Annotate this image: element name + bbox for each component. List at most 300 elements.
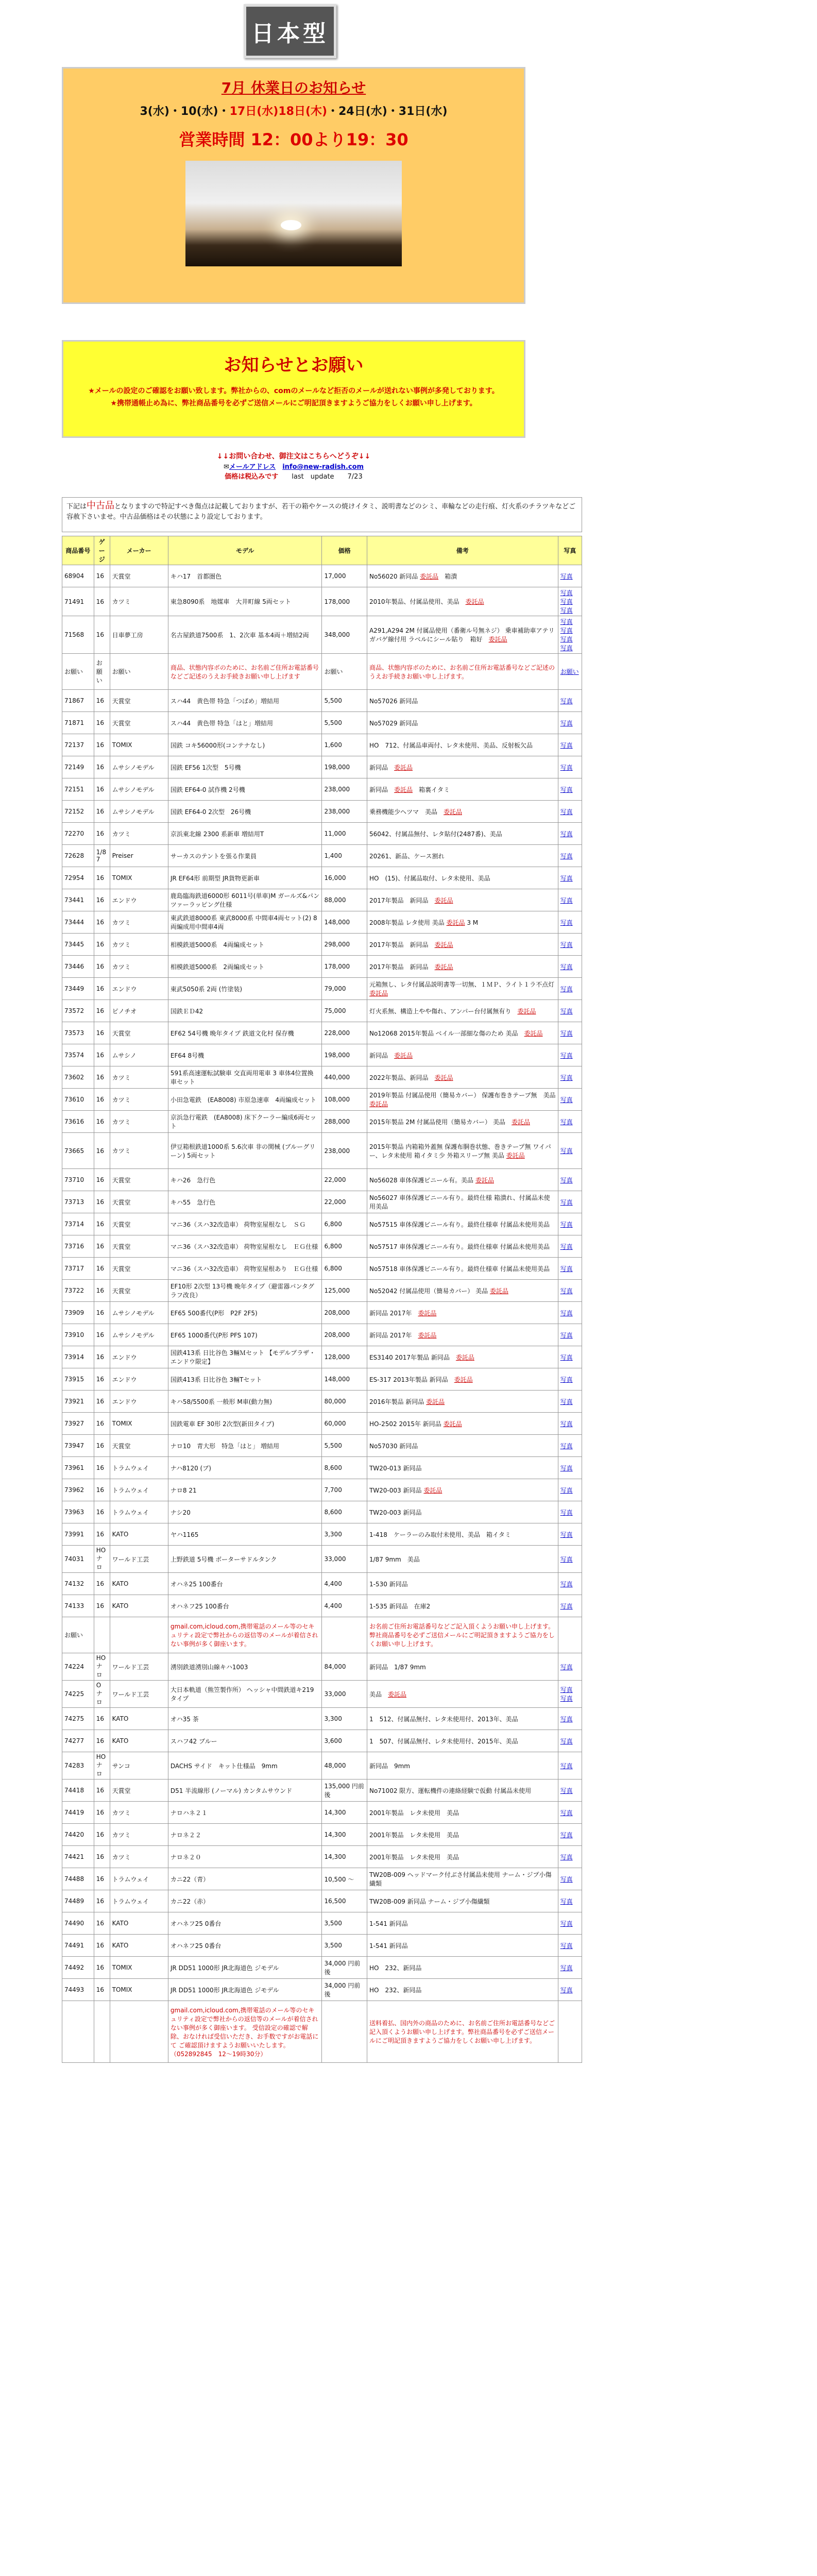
cell-note: 乗務機能少ヘツマ 美品 委託品 [367, 801, 558, 823]
photo-link[interactable]: 写真 [560, 741, 573, 749]
cell-note: 商品、状態内容ボのために、お名前ご住所お電話番号などご記述のうえお手続きお願い申し上げます。 [367, 654, 558, 690]
table-row [62, 1169, 582, 1191]
cell-photo [558, 867, 582, 889]
cell-gauge: 16 [94, 1089, 110, 1111]
cell-photo [558, 1935, 582, 1957]
cell-maker: 天賞堂 [110, 1191, 168, 1213]
cell-id: 71568 [62, 616, 94, 654]
table-row [62, 1846, 582, 1868]
cell-model: 国鉄 EF64-0 試作機 2号機 [168, 778, 322, 801]
cell-photo [558, 956, 582, 978]
cell-id: 73610 [62, 1089, 94, 1111]
cell-id: 72270 [62, 823, 94, 845]
table-row [62, 801, 582, 823]
cell-gauge: 16 [94, 1730, 110, 1752]
cell-model: キハ58/5500系 一般形 M車(動力無) [168, 1391, 322, 1413]
cell-price: 440,000 [322, 1066, 367, 1089]
cell-photo [558, 565, 582, 587]
cell-gauge: 16 [94, 616, 110, 654]
table-row [62, 1044, 582, 1066]
cell-price: 5,500 [322, 712, 367, 734]
photo-link[interactable]: 写真 [560, 627, 573, 634]
cell-id: 73573 [62, 1022, 94, 1044]
cell-maker: ムサシノモデル [110, 1324, 168, 1346]
photo-link[interactable]: 写真 [560, 1897, 573, 1905]
photo-link[interactable]: 写真 [560, 1762, 573, 1770]
cell-id: 73441 [62, 889, 94, 911]
cell-model: 上野鉄道 5号機 ボーターサドルタンク [168, 1546, 322, 1573]
cell-maker: 天賞堂 [110, 690, 168, 712]
cell-gauge: 16 [94, 1935, 110, 1957]
photo-link[interactable]: 写真 [560, 1695, 573, 1702]
photo-link[interactable]: 写真 [560, 1176, 573, 1184]
table-row [62, 1501, 582, 1523]
cell-gauge: 16 [94, 934, 110, 956]
cell-id: 74493 [62, 1979, 94, 2001]
cell-price: 1,600 [322, 734, 367, 756]
photo-link[interactable]: 写真 [560, 1509, 573, 1516]
cell-id: 73910 [62, 1324, 94, 1346]
cell-model: 国鉄 コキ56000形(コンテナなし) [168, 734, 322, 756]
cell-note: 新同品 委託品 [367, 756, 558, 778]
cell-note: 2008年製品 レタ使用 美品 委託品 3 M [367, 911, 558, 934]
cell-id: 73716 [62, 1235, 94, 1258]
cell-maker: トラムウェイ [110, 1479, 168, 1501]
cell-price: 84,000 [322, 1653, 367, 1681]
cell-gauge: 16 [94, 1435, 110, 1457]
photo-link[interactable]: 写真 [560, 1007, 573, 1015]
cell-model: オハネ25 100番台 [168, 1573, 322, 1595]
cell-photo [558, 1708, 582, 1730]
cell-gauge: 16 [94, 1523, 110, 1546]
cell-model: 大日本軌道（熊笠製作所） ヘッシャ中間鉄道キ219タイプ [168, 1681, 322, 1708]
cell-photo [558, 1324, 582, 1346]
cell-model: 伊豆箱根鉄道1000系 5.6次車 非の関械 (ブルーグリーン) 5両セット [168, 1133, 322, 1169]
photo-link[interactable]: 写真 [560, 1052, 573, 1059]
cell-price: 1,400 [322, 845, 367, 867]
table-row [62, 1890, 582, 1912]
photo-link[interactable]: 写真 [560, 1853, 573, 1861]
photo-link[interactable]: 写真 [560, 1147, 573, 1155]
photo-link[interactable]: 写真 [560, 830, 573, 838]
photo-link[interactable]: 写真 [560, 808, 573, 816]
cell-note: No57026 新同品 [367, 690, 558, 712]
cell-photo [558, 1133, 582, 1169]
photo-link[interactable]: 写真 [560, 941, 573, 948]
cell-photo [558, 1022, 582, 1044]
cell-price: 148,000 [322, 1368, 367, 1391]
cell-maker: Preiser [110, 845, 168, 867]
cell-id: 73449 [62, 978, 94, 1000]
cell-maker: カツミ [110, 1824, 168, 1846]
column-header: メーカー [110, 536, 168, 565]
cell-photo [558, 1111, 582, 1133]
cell-price: 34,000 円前後 [322, 1979, 367, 2001]
cell-model: 相模鉄道5000系 2両編成セット [168, 956, 322, 978]
cell-note: お名前ご住所お電話番号などご記入頂くようお願い申し上げます。弊社商品番号を必ずご送信メールにご明記頂きますようご協力をしくお願い申し上げます。 [367, 1617, 558, 1653]
cell-price: 148,000 [322, 911, 367, 934]
cell-gauge: 16 [94, 1979, 110, 2001]
table-row [62, 1089, 582, 1111]
cell-id: 73444 [62, 911, 94, 934]
cell-id: 73722 [62, 1280, 94, 1302]
cell-note: 2022年製品、新同品 委託品 [367, 1066, 558, 1089]
photo-link[interactable]: 写真 [560, 618, 573, 625]
cell-photo [558, 1000, 582, 1022]
contact-heading: ↓↓お問い合わせ、御注文はこちらへどうぞ↓↓ [216, 452, 371, 461]
cell-id: 71867 [62, 690, 94, 712]
cell-model: オハネフ25 0番台 [168, 1912, 322, 1935]
table-row [62, 1435, 582, 1457]
cell-maker: 天賞堂 [110, 1280, 168, 1302]
cell-gauge: 16 [94, 1169, 110, 1191]
table-row [62, 889, 582, 911]
photo-link[interactable]: 写真 [560, 896, 573, 904]
photo-link[interactable]: 写真 [560, 1398, 573, 1405]
cell-price: 14,300 [322, 1824, 367, 1846]
table-row [62, 911, 582, 934]
photo-link[interactable]: 写真 [560, 1555, 573, 1563]
photo-link[interactable]: 写真 [560, 1875, 573, 1883]
cell-price: 7,700 [322, 1479, 367, 1501]
photo-link[interactable]: 写真 [560, 963, 573, 971]
photo-link[interactable]: 写真 [560, 874, 573, 882]
photo-link[interactable]: 写真 [560, 598, 573, 605]
photo-link[interactable]: 写真 [560, 572, 573, 580]
cell-price: 5,500 [322, 1435, 367, 1457]
photo-link[interactable]: 写真 [560, 1809, 573, 1817]
photo-link[interactable]: 写真 [560, 1118, 573, 1126]
cell-price: 228,000 [322, 1022, 367, 1044]
cell-maker: ムサシノモデル [110, 1302, 168, 1324]
cell-photo [558, 1912, 582, 1935]
table-row [62, 1413, 582, 1435]
cell-gauge: 16 [94, 889, 110, 911]
site-logo[interactable]: 日本型 [244, 4, 336, 58]
cell-id: 73947 [62, 1435, 94, 1457]
mail-address-link[interactable]: info@new-radish.com [282, 463, 364, 471]
cell-id: 73572 [62, 1000, 94, 1022]
cell-note: TW20B-009 新同品 ナーム・ジプ小傷繊類 [367, 1890, 558, 1912]
cell-gauge: 16 [94, 1258, 110, 1280]
tax-note: 価格は税込みです [225, 473, 279, 481]
photo-link[interactable]: 写真 [560, 1920, 573, 1927]
photo-link[interactable]: 写真 [560, 1096, 573, 1104]
photo-link[interactable]: 写真 [560, 636, 573, 643]
cell-model: キハ17 首都圏色 [168, 565, 322, 587]
cell-maker: KATO [110, 1573, 168, 1595]
photo-link[interactable]: 写真 [560, 1331, 573, 1339]
cell-maker: エンドウ [110, 978, 168, 1000]
photo-link[interactable]: 写真 [560, 1715, 573, 1723]
cell-photo [558, 1479, 582, 1501]
cell-model: 国鉄413系 日比谷色 3輛Tセット [168, 1368, 322, 1391]
cell-price: 5,500 [322, 690, 367, 712]
cell-photo [558, 1824, 582, 1846]
holiday-days: 3(水)・10(水)・17日(水)18日(木)・24日(水)・31日(水) [140, 105, 448, 118]
mail-label-link[interactable]: メールアドレス [229, 463, 276, 471]
photo-link[interactable]: 写真 [560, 1486, 573, 1494]
cell-id: 68904 [62, 565, 94, 587]
cell-gauge: 16 [94, 956, 110, 978]
cell-gauge: 16 [94, 1780, 110, 1802]
photo-link[interactable]: 写真 [560, 1787, 573, 1794]
photo-link[interactable]: 写真 [560, 1580, 573, 1588]
cell-price [322, 1617, 367, 1653]
cell-id: 73914 [62, 1346, 94, 1368]
table-row [62, 845, 582, 867]
cell-maker: ムサシノモデル [110, 756, 168, 778]
table-row [62, 1191, 582, 1213]
cell-photo [558, 1979, 582, 2001]
cell-price: 11,000 [322, 823, 367, 845]
cell-gauge [94, 1617, 110, 1653]
cell-price: 4,400 [322, 1573, 367, 1595]
table-row [62, 1523, 582, 1546]
table-row [62, 1235, 582, 1258]
table-row [62, 565, 582, 587]
cell-id: 74419 [62, 1802, 94, 1824]
table-header [62, 536, 582, 565]
cell-id: 74132 [62, 1573, 94, 1595]
cell-photo [558, 1280, 582, 1302]
cell-price: 238,000 [322, 778, 367, 801]
table-row [62, 756, 582, 778]
photo-link[interactable]: 写真 [560, 1464, 573, 1472]
cell-price: 16,500 [322, 1890, 367, 1912]
cell-model: オハネフ25 100番台 [168, 1595, 322, 1617]
cell-photo [558, 1368, 582, 1391]
photo-link[interactable]: 写真 [560, 1029, 573, 1037]
cell-photo [558, 845, 582, 867]
cell-model: D51 半流線形 (ノーマル) カンタムサウンド [168, 1780, 322, 1802]
cell-photo [558, 778, 582, 801]
cell-note: No52042 付属品使用（簡易カバー） 美品 委託品 [367, 1280, 558, 1302]
cell-gauge: 16 [94, 1213, 110, 1235]
cell-gauge: 16 [94, 1022, 110, 1044]
cell-model: EF65 500番代(P形 P2F 2F5) [168, 1302, 322, 1324]
photo-link[interactable]: 写真 [560, 1831, 573, 1839]
cell-id: 74031 [62, 1546, 94, 1573]
cell-id: 73714 [62, 1213, 94, 1235]
photo-link[interactable]: 写真 [560, 1265, 573, 1273]
cell-gauge: 16 [94, 867, 110, 889]
cell-id: 71871 [62, 712, 94, 734]
cell-maker: TOMIX [110, 1957, 168, 1979]
cell-note: 新同品 1/87 9mm [367, 1653, 558, 1681]
cell-gauge: 16 [94, 1573, 110, 1595]
cell-model: 京浜急行電鉄 (EA8008) 床下クーラー編成6両セット [168, 1111, 322, 1133]
cell-note: No56020 新同品 委託品 箱潰 [367, 565, 558, 587]
cell-gauge [94, 2001, 110, 2063]
cell-id: 74491 [62, 1935, 94, 1957]
table-row [62, 1479, 582, 1501]
cell-photo [558, 616, 582, 654]
holiday-notice [62, 67, 525, 304]
cell-gauge: 16 [94, 1957, 110, 1979]
photo-link[interactable]: 写真 [560, 1602, 573, 1610]
cell-note: 2017年製品 新同品 委託品 [367, 889, 558, 911]
photo-link[interactable]: 写真 [560, 607, 573, 614]
cell-price: 22,000 [322, 1191, 367, 1213]
photo-link[interactable]: 写真 [560, 1964, 573, 1972]
cell-gauge: 16 [94, 734, 110, 756]
table-row [62, 867, 582, 889]
cell-model: 国鉄 EF64-0 2次型 26号機 [168, 801, 322, 823]
cell-id: 73616 [62, 1111, 94, 1133]
cell-gauge: 16 [94, 712, 110, 734]
photo-link[interactable]: 写真 [560, 919, 573, 926]
cell-maker [110, 2001, 168, 2063]
cell-maker: 天賞堂 [110, 712, 168, 734]
cell-note: No71002 限方、運転機件の連絡経験で仮動 付属品未使用 [367, 1780, 558, 1802]
cell-note: 2019年製品 付属品使用（簡易カバー） 保護布巻きテープ無 美品 委託品 [367, 1089, 558, 1111]
cell-id [62, 2001, 94, 2063]
photo-link[interactable]: 写真 [560, 1531, 573, 1538]
cell-gauge: 1/87 [94, 845, 110, 867]
cell-maker: トラムウェイ [110, 1868, 168, 1890]
cell-gauge: 16 [94, 1824, 110, 1846]
cell-model: ナロハネ２１ [168, 1802, 322, 1824]
cell-photo [558, 1681, 582, 1708]
column-header: 価格 [322, 536, 367, 565]
photo-link[interactable]: 写真 [560, 1942, 573, 1950]
photo-link[interactable]: 写真 [560, 1221, 573, 1228]
cell-note: 1 512、付属品無付、レタ未使用付、2013年、美品 [367, 1708, 558, 1730]
table-row [62, 823, 582, 845]
cell-photo [558, 1235, 582, 1258]
cell-note: 2015年製品 2M 付属品使用（簡易カバー） 美品 委託品 [367, 1111, 558, 1133]
cell-model: 国鉄 EF56 1次型 5号機 [168, 756, 322, 778]
cell-maker: カツミ [110, 1133, 168, 1169]
cell-model: オハネフ25 0番台 [168, 1935, 322, 1957]
table-row [62, 1258, 582, 1280]
cell-id: 72954 [62, 867, 94, 889]
photo-link[interactable]: 写真 [560, 1376, 573, 1383]
photo-link[interactable]: 写真 [560, 1243, 573, 1250]
cell-maker: KATO [110, 1730, 168, 1752]
cell-model: サーカスのテントを張る作業員 [168, 845, 322, 867]
cell-model: 国鉄413系 日比谷色 3輛Ｍセット 【モデルプラザ・エンドウ限定】 [168, 1346, 322, 1368]
photo-link[interactable]: 写真 [560, 1309, 573, 1317]
photo-link[interactable]: 写真 [560, 1663, 573, 1671]
sunset-photo [185, 161, 402, 266]
cell-gauge: 16 [94, 801, 110, 823]
table-row [62, 654, 582, 690]
cell-note: 1-541 新同品 [367, 1912, 558, 1935]
cell-price: 3,500 [322, 1935, 367, 1957]
request-line-2: ★携帯通帳止め為に、弊社商品番号を必ずご送信メールにご明記頂きますようご協力をしくお願い申し上げます。 [110, 399, 477, 408]
cell-gauge: 16 [94, 1066, 110, 1089]
photo-link[interactable]: 写真 [560, 764, 573, 771]
cell-id: 73909 [62, 1302, 94, 1324]
used-goods-intro: 下記は中古品となりますので特記すべき傷点は記載しておりますが、若干の箱やケースの焼けイタミ、説明書などのシミ、車輪などの走行痕、灯火系のチラツキなどご容赦下さいませ。中古品価格はその状態により設定しております。 [62, 497, 582, 532]
photo-link[interactable]: 写真 [560, 1353, 573, 1361]
photo-link[interactable]: 写真 [560, 719, 573, 727]
cell-note: No57517 車体保護ビニール有り。最終仕様車 付属品未使用美品 [367, 1235, 558, 1258]
cell-price: 16,000 [322, 867, 367, 889]
cell-price: 8,600 [322, 1457, 367, 1479]
cell-maker: サンコ [110, 1752, 168, 1780]
table-row [62, 1730, 582, 1752]
cell-note: 美品 委託品 [367, 1681, 558, 1708]
cell-photo [558, 654, 582, 690]
cell-price: 108,000 [322, 1089, 367, 1111]
cell-id: 73602 [62, 1066, 94, 1089]
cell-photo [558, 2001, 582, 2063]
cell-gauge: 16 [94, 1191, 110, 1213]
cell-note: 2001年製品 レタ未使用 美品 [367, 1824, 558, 1846]
table-row [62, 1546, 582, 1573]
cell-note: ES-317 2013年製品 新同品 委託品 [367, 1368, 558, 1391]
stock-table [62, 536, 582, 2063]
photo-link[interactable]: 写真 [560, 852, 573, 860]
cell-price: 3,300 [322, 1708, 367, 1730]
table-row [62, 1824, 582, 1846]
cell-price: 34,000 円前後 [322, 1957, 367, 1979]
photo-link[interactable]: 写真 [560, 786, 573, 793]
cell-note: No57515 車体保護ビニール有り。最終仕様車 付属品未使用美品 [367, 1213, 558, 1235]
cell-maker: エンドウ [110, 1391, 168, 1413]
cell-maker: 天賞堂 [110, 1235, 168, 1258]
cell-model: 591系高速運転試験車 交直両用電車 3 車体4位置換車セット [168, 1066, 322, 1089]
photo-link[interactable]: 写真 [560, 1986, 573, 1994]
cell-maker: ワールド工芸 [110, 1681, 168, 1708]
cell-maker: ムサシノモデル [110, 801, 168, 823]
cell-gauge: HO ナロ [94, 1546, 110, 1573]
photo-link[interactable]: お願い [560, 668, 579, 675]
cell-id: 73574 [62, 1044, 94, 1066]
cell-note: TW20B-009 ヘッドマーク付ぶさ付属品未使用 ナーム・ジプ小傷繊類 [367, 1868, 558, 1890]
table-row [62, 1346, 582, 1368]
table-row [62, 1133, 582, 1169]
cell-maker: TOMIX [110, 867, 168, 889]
cell-photo [558, 1169, 582, 1191]
cell-id: 73915 [62, 1368, 94, 1391]
cell-maker: カツミ [110, 1846, 168, 1868]
cell-id: 73717 [62, 1258, 94, 1280]
photo-link[interactable]: 写真 [560, 1442, 573, 1450]
photo-link[interactable]: 写真 [560, 645, 573, 652]
table-row [62, 1617, 582, 1653]
cell-model: ヤハ1165 [168, 1523, 322, 1546]
cell-note: TW20-003 新同品 [367, 1501, 558, 1523]
table-row [62, 1213, 582, 1235]
cell-gauge: 16 [94, 1302, 110, 1324]
cell-note: 灯火系無、構造上やや傷れ、アンパー台付属無有り 委託品 [367, 1000, 558, 1022]
cell-price: 60,000 [322, 1413, 367, 1435]
photo-link[interactable]: 写真 [560, 1737, 573, 1745]
photo-link[interactable]: 写真 [560, 1198, 573, 1206]
photo-link[interactable]: 写真 [560, 1287, 573, 1295]
photo-link[interactable]: 写真 [560, 1420, 573, 1428]
photo-link[interactable]: 写真 [560, 985, 573, 993]
table-row [62, 587, 582, 616]
table-row [62, 956, 582, 978]
cell-note: 2001年製品 レタ未使用 美品 [367, 1802, 558, 1824]
table-row [62, 1066, 582, 1089]
photo-link[interactable]: 写真 [560, 1686, 573, 1693]
cell-price: 125,000 [322, 1280, 367, 1302]
cell-model: ナロ8 21 [168, 1479, 322, 1501]
photo-link[interactable]: 写真 [560, 1074, 573, 1081]
cell-id: 73446 [62, 956, 94, 978]
table-row [62, 778, 582, 801]
photo-link[interactable]: 写真 [560, 697, 573, 705]
cell-photo [558, 1730, 582, 1752]
cell-maker: エンドウ [110, 1368, 168, 1391]
photo-link[interactable]: 写真 [560, 589, 573, 597]
